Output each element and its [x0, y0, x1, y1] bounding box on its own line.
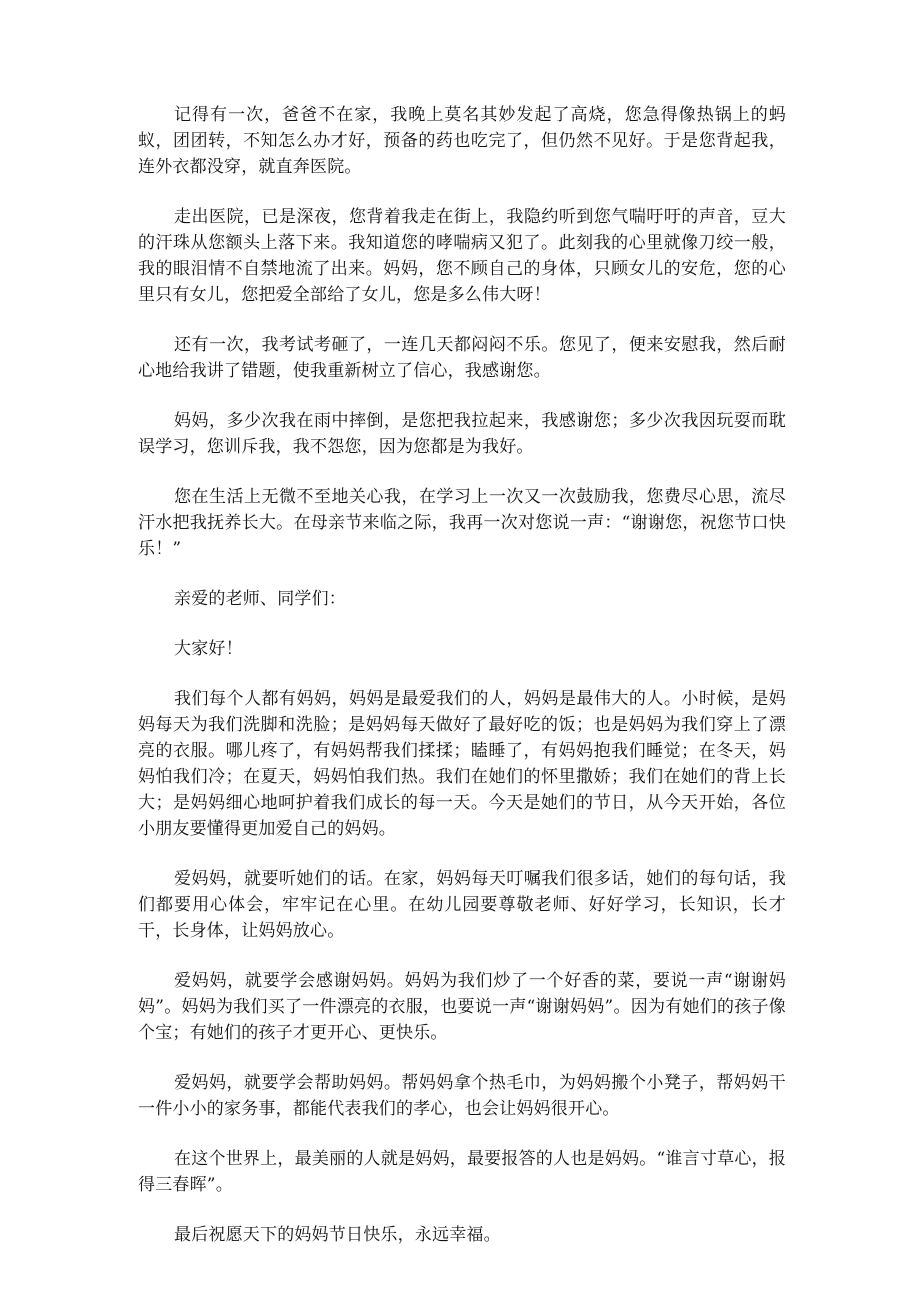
paragraph-10: 爱妈妈，就要学会感谢妈妈。妈妈为我们炒了一个好香的菜，要说一声“谢谢妈妈”。妈妈为我们买了一件漂亮的衣服，也要说一声“谢谢妈妈”。因为有她们的孩子像个宝；有她们的孩子才更开心、更快乐。 — [138, 971, 786, 1043]
paragraph-12: 在这个世界上，最美丽的人就是妈妈，最要报答的人也是妈妈。“谁言寸草心，报得三春晖”。 — [138, 1149, 786, 1195]
document-body — [138, 102, 786, 1272]
paragraph-11: 爱妈妈，就要学会帮助妈妈。帮妈妈拿个热毛巾，为妈妈搬个小凳子，帮妈妈干一件小小的家务事，都能代表我们的孝心，也会让妈妈很开心。 — [138, 1073, 786, 1119]
paragraph-8: 我们每个人都有妈妈，妈妈是最爱我们的人，妈妈是最伟大的人。小时候，是妈妈每天为我们洗脚和洗脸；是妈妈每天做好了最好吃的饭；也是妈妈为我们穿上了漂亮的衣服。哪儿疼了，有妈妈帮我们揉揉；瞌睡了，有妈妈抱我们睡觉；在冬天，妈妈怕我们冷；在夏天，妈妈怕我们热。我们在她们的怀里撒娇；我们在她们的背上长大；是妈妈细心地呵护着我们成长的每一天。今天是她们的节日，从今天开始，各位小朋友要懂得更加爱自己的妈妈。 — [138, 689, 786, 839]
greeting: 大家好！ — [174, 639, 243, 659]
closing-paragraph: 最后祝愿天下的妈妈节日快乐，永远幸福。 — [174, 1225, 501, 1245]
paragraph-9: 爱妈妈，就要听她们的话。在家，妈妈每天叮嘱我们很多话，她们的每句话，我们都要用心体会，牢牢记在心里。在幼儿园要尊敬老师、好好学习，长知识，长才干，长身体，让妈妈放心。 — [138, 869, 786, 941]
paragraph-4: 妈妈，多少次我在雨中摔倒，是您把我拉起来，我感谢您；多少次我因玩耍而耽误学习，您训斥我，我不怨您，因为您都是为我好。 — [138, 411, 786, 457]
paragraph-3: 还有一次，我考试考砸了，一连几天都闷闷不乐。您见了，便来安慰我，然后耐心地给我讲了错题，使我重新树立了信心，我感谢您。 — [138, 335, 786, 381]
paragraph-5: 您在生活上无微不至地关心我，在学习上一次又一次鼓励我，您费尽心思，流尽汗水把我抚养长大。在母亲节来临之际，我再一次对您说一声：“谢谢您，祝您节口快乐！” — [138, 487, 786, 559]
salutation: 亲爱的老师、同学们： — [174, 589, 346, 609]
paragraph-2: 走出医院，已是深夜，您背着我走在街上，我隐约听到您气喘吁吁的声音，豆大的汗珠从您额头上落下来。我知道您的哮喘病又犯了。此刻我的心里就像刀绞一般，我的眼泪情不自禁地流了出来。妈妈，您不顾自己的身体，只顾女儿的安危，您的心里只有女儿，您把爱全部给了女儿，您是多么伟大呀！ — [138, 207, 786, 305]
paragraph-1: 记得有一次，爸爸不在家，我晚上莫名其妙发起了高烧，您急得像热锅上的蚂蚁，团团转，不知怎么办才好，预备的药也吃完了，但仍然不见好。于是您背起我，连外衣都没穿，就直奔医院。 — [138, 105, 786, 177]
